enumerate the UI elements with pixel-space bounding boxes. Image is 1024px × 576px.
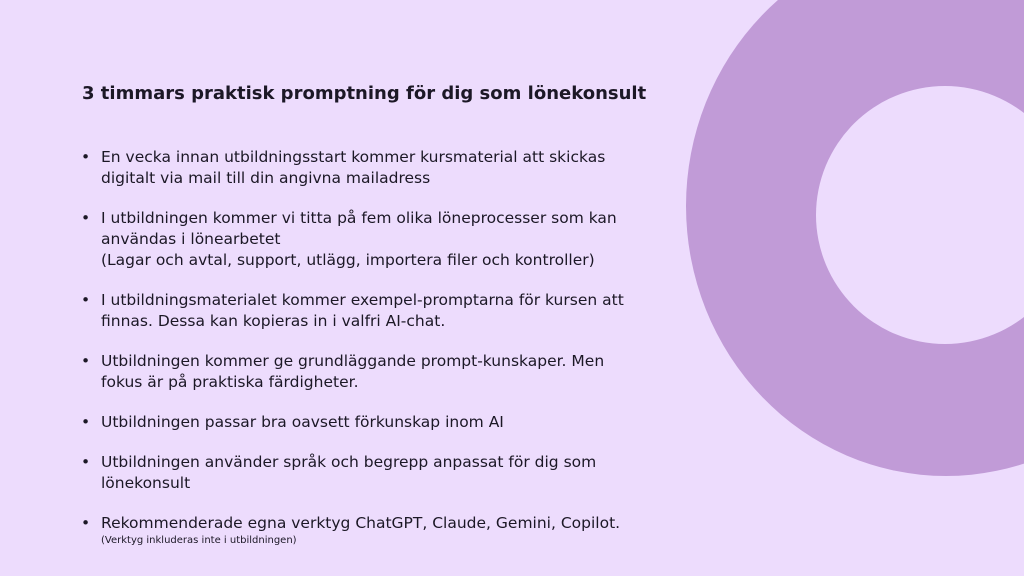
bullet-line: I utbildningsmaterialet kommer exempel-promptarna för kursen att — [101, 291, 624, 309]
bullet-line: finnas. Dessa kan kopieras in i valfri AI-chat. — [101, 312, 446, 330]
bullet-note: (Verktyg inkluderas inte i utbildningen) — [101, 535, 297, 546]
bullet-item — [80, 208, 700, 271]
bullet-item — [80, 452, 700, 494]
bullet-item — [80, 513, 700, 548]
bullet-dot-icon: • — [81, 453, 91, 471]
bullet-line: I utbildningen kommer vi titta på fem olika löneprocesser som kan — [101, 209, 617, 227]
bullet-dot-icon: • — [81, 291, 91, 309]
bullet-line: användas i lönearbetet — [101, 230, 281, 248]
bullet-line: Utbildningen kommer ge grundläggande prompt-kunskaper. Men — [101, 352, 605, 370]
bullet-line: En vecka innan utbildningsstart kommer kursmaterial att skickas — [101, 148, 606, 166]
bullet-dot-icon: • — [81, 148, 91, 166]
bullet-item — [80, 412, 700, 433]
bullet-dot-icon: • — [81, 209, 91, 227]
bullet-line: Rekommenderade egna verktyg ChatGPT, Claude, Gemini, Copilot. — [101, 514, 621, 532]
slide-title: 3 timmars praktisk promptning för dig som lönekonsult — [82, 83, 647, 104]
bullet-line: digitalt via mail till din angivna mailadress — [101, 169, 431, 187]
bullet-item — [80, 147, 700, 189]
bullet-line: Utbildningen använder språk och begrepp anpassat för dig som — [101, 453, 597, 471]
bullet-list — [80, 147, 700, 567]
bullet-dot-icon: • — [81, 413, 91, 431]
bullet-line: Utbildningen passar bra oavsett förkunskap inom AI — [101, 413, 504, 431]
bullet-dot-icon: • — [81, 514, 91, 532]
bullet-item — [80, 351, 700, 393]
bullet-line: lönekonsult — [101, 474, 191, 492]
bullet-item — [80, 290, 700, 332]
bullet-line: fokus är på praktiska färdigheter. — [101, 373, 359, 391]
bullet-line: (Lagar och avtal, support, utlägg, importera filer och kontroller) — [101, 251, 595, 269]
bullet-dot-icon: • — [81, 352, 91, 370]
